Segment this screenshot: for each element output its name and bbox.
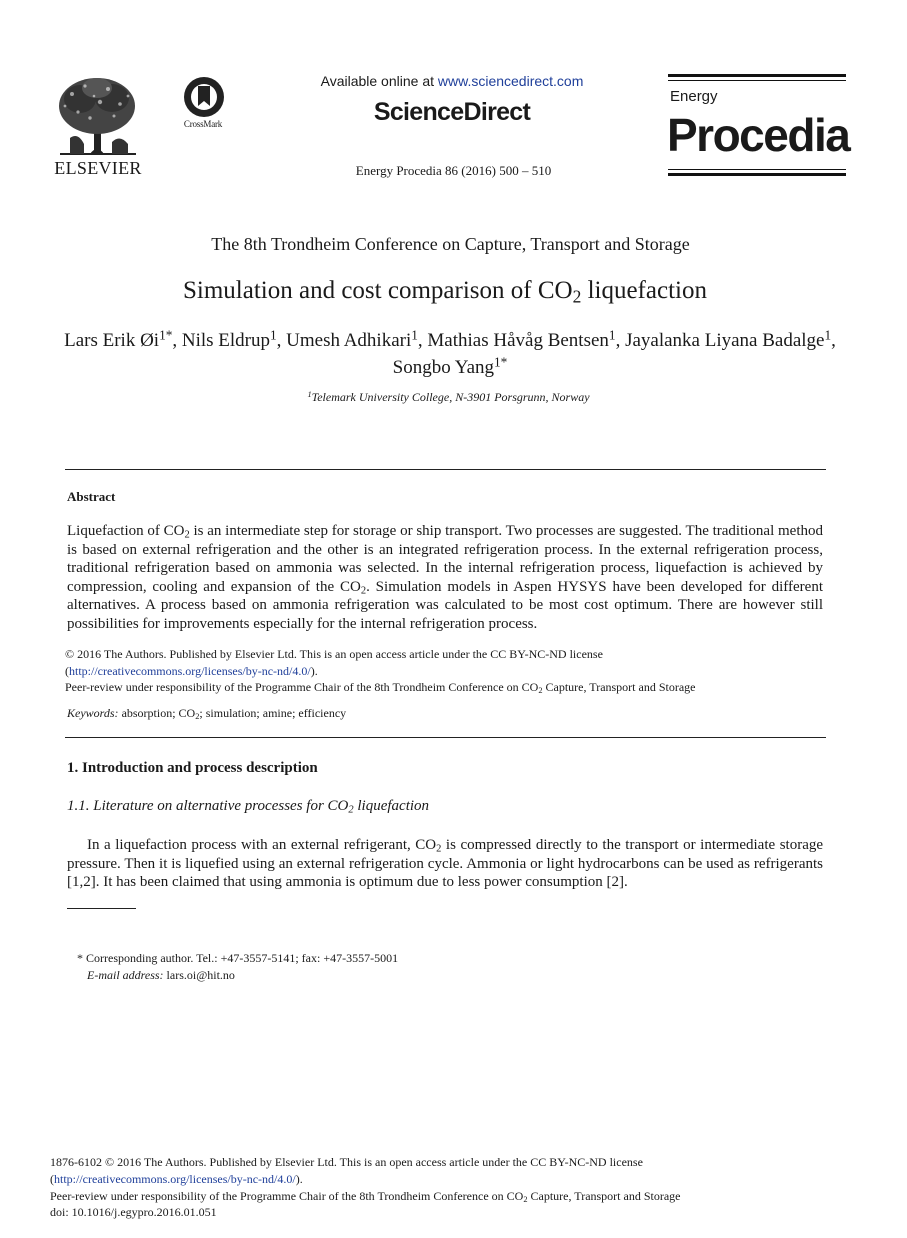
- sciencedirect-wordmark: ScienceDirect: [373, 98, 531, 126]
- affiliation: [0, 390, 907, 405]
- author: Nils Eldrup$^1$: [181, 327, 277, 351]
- crossmark-label: CrossMark: [183, 119, 223, 129]
- energy-procedia-logo: [667, 74, 850, 178]
- keywords-label: Keywords:: [67, 706, 119, 720]
- intro-paragraph: In a liquefaction process with an external refrigerant, $CO_2$ is compressed directly to the transport or intermediate storage pressure. Then it is liquefied using an external refrigeration cycle. Ammonia or light hydrocarbons can be used as refrigerants [1,2]. It has been claimed that using ammonia is optimum due to less power consumption [2].: [67, 837, 824, 891]
- divider-top: [65, 469, 826, 470]
- abstract-heading: Abstract: [67, 489, 116, 504]
- corresponding-author: * Corresponding author. Tel.: +47-3557-5141; fax: +47-3557-5001: [77, 951, 399, 965]
- procedia-word: Procedia: [667, 109, 850, 161]
- abstract-body: Liquefaction of $CO_2$ is an intermediate step for storage or ship transport. Two processes are suggested. The traditional method is based on external refrigeration and the other is an integrated refrigeration process. In the external refrigeration process, traditional refrigeration based on ammonia was selected. In the internal refrigeration process, liquefaction is achieved by compression, cooling and expansion of the $CO_2$. Simulation models in Aspen HYSYS have been developed for different alternatives. A process based on ammonia refrigeration was calculated to be most cost optimum. There are however still possibilities for improvements especially for the internal refrigeration process.: [67, 523, 824, 632]
- author: Lars Erik $Øi^{1*}$: [64, 327, 173, 351]
- title-part: liquefaction: [581, 277, 707, 304]
- paper-title: [0, 277, 907, 305]
- license-link[interactable]: http://creativecommons.org/licenses/by-nc-nd/4.0/: [69, 663, 311, 678]
- procedia-energy-word: Energy: [670, 88, 718, 105]
- sciencedirect-link[interactable]: www.sciencedirect.com: [437, 73, 584, 89]
- bottom-peer-review-line: Peer-review under responsibility of the Programme Chair of the 8th Trondheim Conference on $CO_2$ Capture, Transport and Storage: [50, 1188, 681, 1204]
- doi-line[interactable]: doi: 10.1016/j.egypro.2016.01.051: [50, 1205, 217, 1220]
- bottom-license-link[interactable]: http://creativecommons.org/licenses/by-nc-nd/4.0/: [54, 1171, 296, 1186]
- available-online-prefix: Available online at: [320, 73, 438, 89]
- bottom-url-line: (http://creativecommons.org/licenses/by-nc-nd/4.0/).: [50, 1171, 303, 1186]
- section-heading: 1. Introduction and process description: [67, 760, 318, 776]
- affiliation-text: Telemark University College, N-3901 Porsgrunn, Norway: [311, 390, 590, 404]
- email-address[interactable]: lars.oi@hit.no: [163, 968, 235, 982]
- affiliation-mark: 1: [307, 389, 312, 399]
- conference-name: [0, 234, 907, 255]
- journal-reference-text: Energy Procedia 86 (2016) 500 – 510: [355, 163, 552, 178]
- license-block: [65, 646, 825, 696]
- email-label: E-mail address:: [87, 968, 164, 982]
- logo-rule-bottom-thin: [668, 169, 846, 170]
- logo-rule-top-thin: [668, 80, 846, 81]
- bottom-license-block: [50, 1154, 850, 1221]
- author: Umesh Adhikari$^1$: [286, 327, 418, 351]
- author: Mathias Håvåg Bentsen$^1$: [427, 327, 616, 351]
- author: Jayalanka Liyana Badalge$^1$: [625, 327, 832, 351]
- subsection-heading: 1.1. Literature on alternative processes for $CO_2$ liquefaction: [67, 798, 430, 816]
- footnote-rule: [67, 908, 136, 909]
- author: Songbo Yang$^{1*}$: [392, 354, 508, 378]
- issn-license-line: 1876-6102 © 2016 The Authors. Published by Elsevier Ltd. This is an open access article under the CC BY-NC-ND license: [50, 1155, 643, 1169]
- email-line: [77, 967, 398, 984]
- conference-name-text: The 8th Trondheim Conference on Capture, Transport and Storage: [211, 234, 690, 254]
- logo-rule-top: [668, 74, 846, 77]
- divider-bottom: [65, 737, 826, 738]
- footnote: [77, 950, 398, 984]
- title-part: Simulation and cost comparison of CO: [183, 277, 573, 304]
- logo-rule-bottom: [668, 173, 846, 176]
- elsevier-wordmark: ELSEVIER: [54, 158, 142, 178]
- title-subscript: 2: [572, 286, 582, 307]
- keywords: Keywords: absorption; $CO_2$; simulation; amine; efficiency: [67, 706, 347, 722]
- license-line: © 2016 The Authors. Published by Elsevier Ltd. This is an open access article under the CC BY-NC-ND license: [65, 647, 603, 661]
- author-list: Lars Erik $Øi^{1*}$, Nils Eldrup$^1$, Umesh Adhikari$^1$, Mathias Håvåg Bentsen$^1$, Jayalanka Liyana Badalge$^1$, Songbo Yang$^{1*}$: [64, 327, 836, 378]
- peer-review-line: Peer-review under responsibility of the Programme Chair of the 8th Trondheim Conference on $CO_2$ Capture, Transport and Storage: [65, 680, 696, 696]
- license-url-line: (http://creativecommons.org/licenses/by-nc-nd/4.0/).: [65, 663, 318, 678]
